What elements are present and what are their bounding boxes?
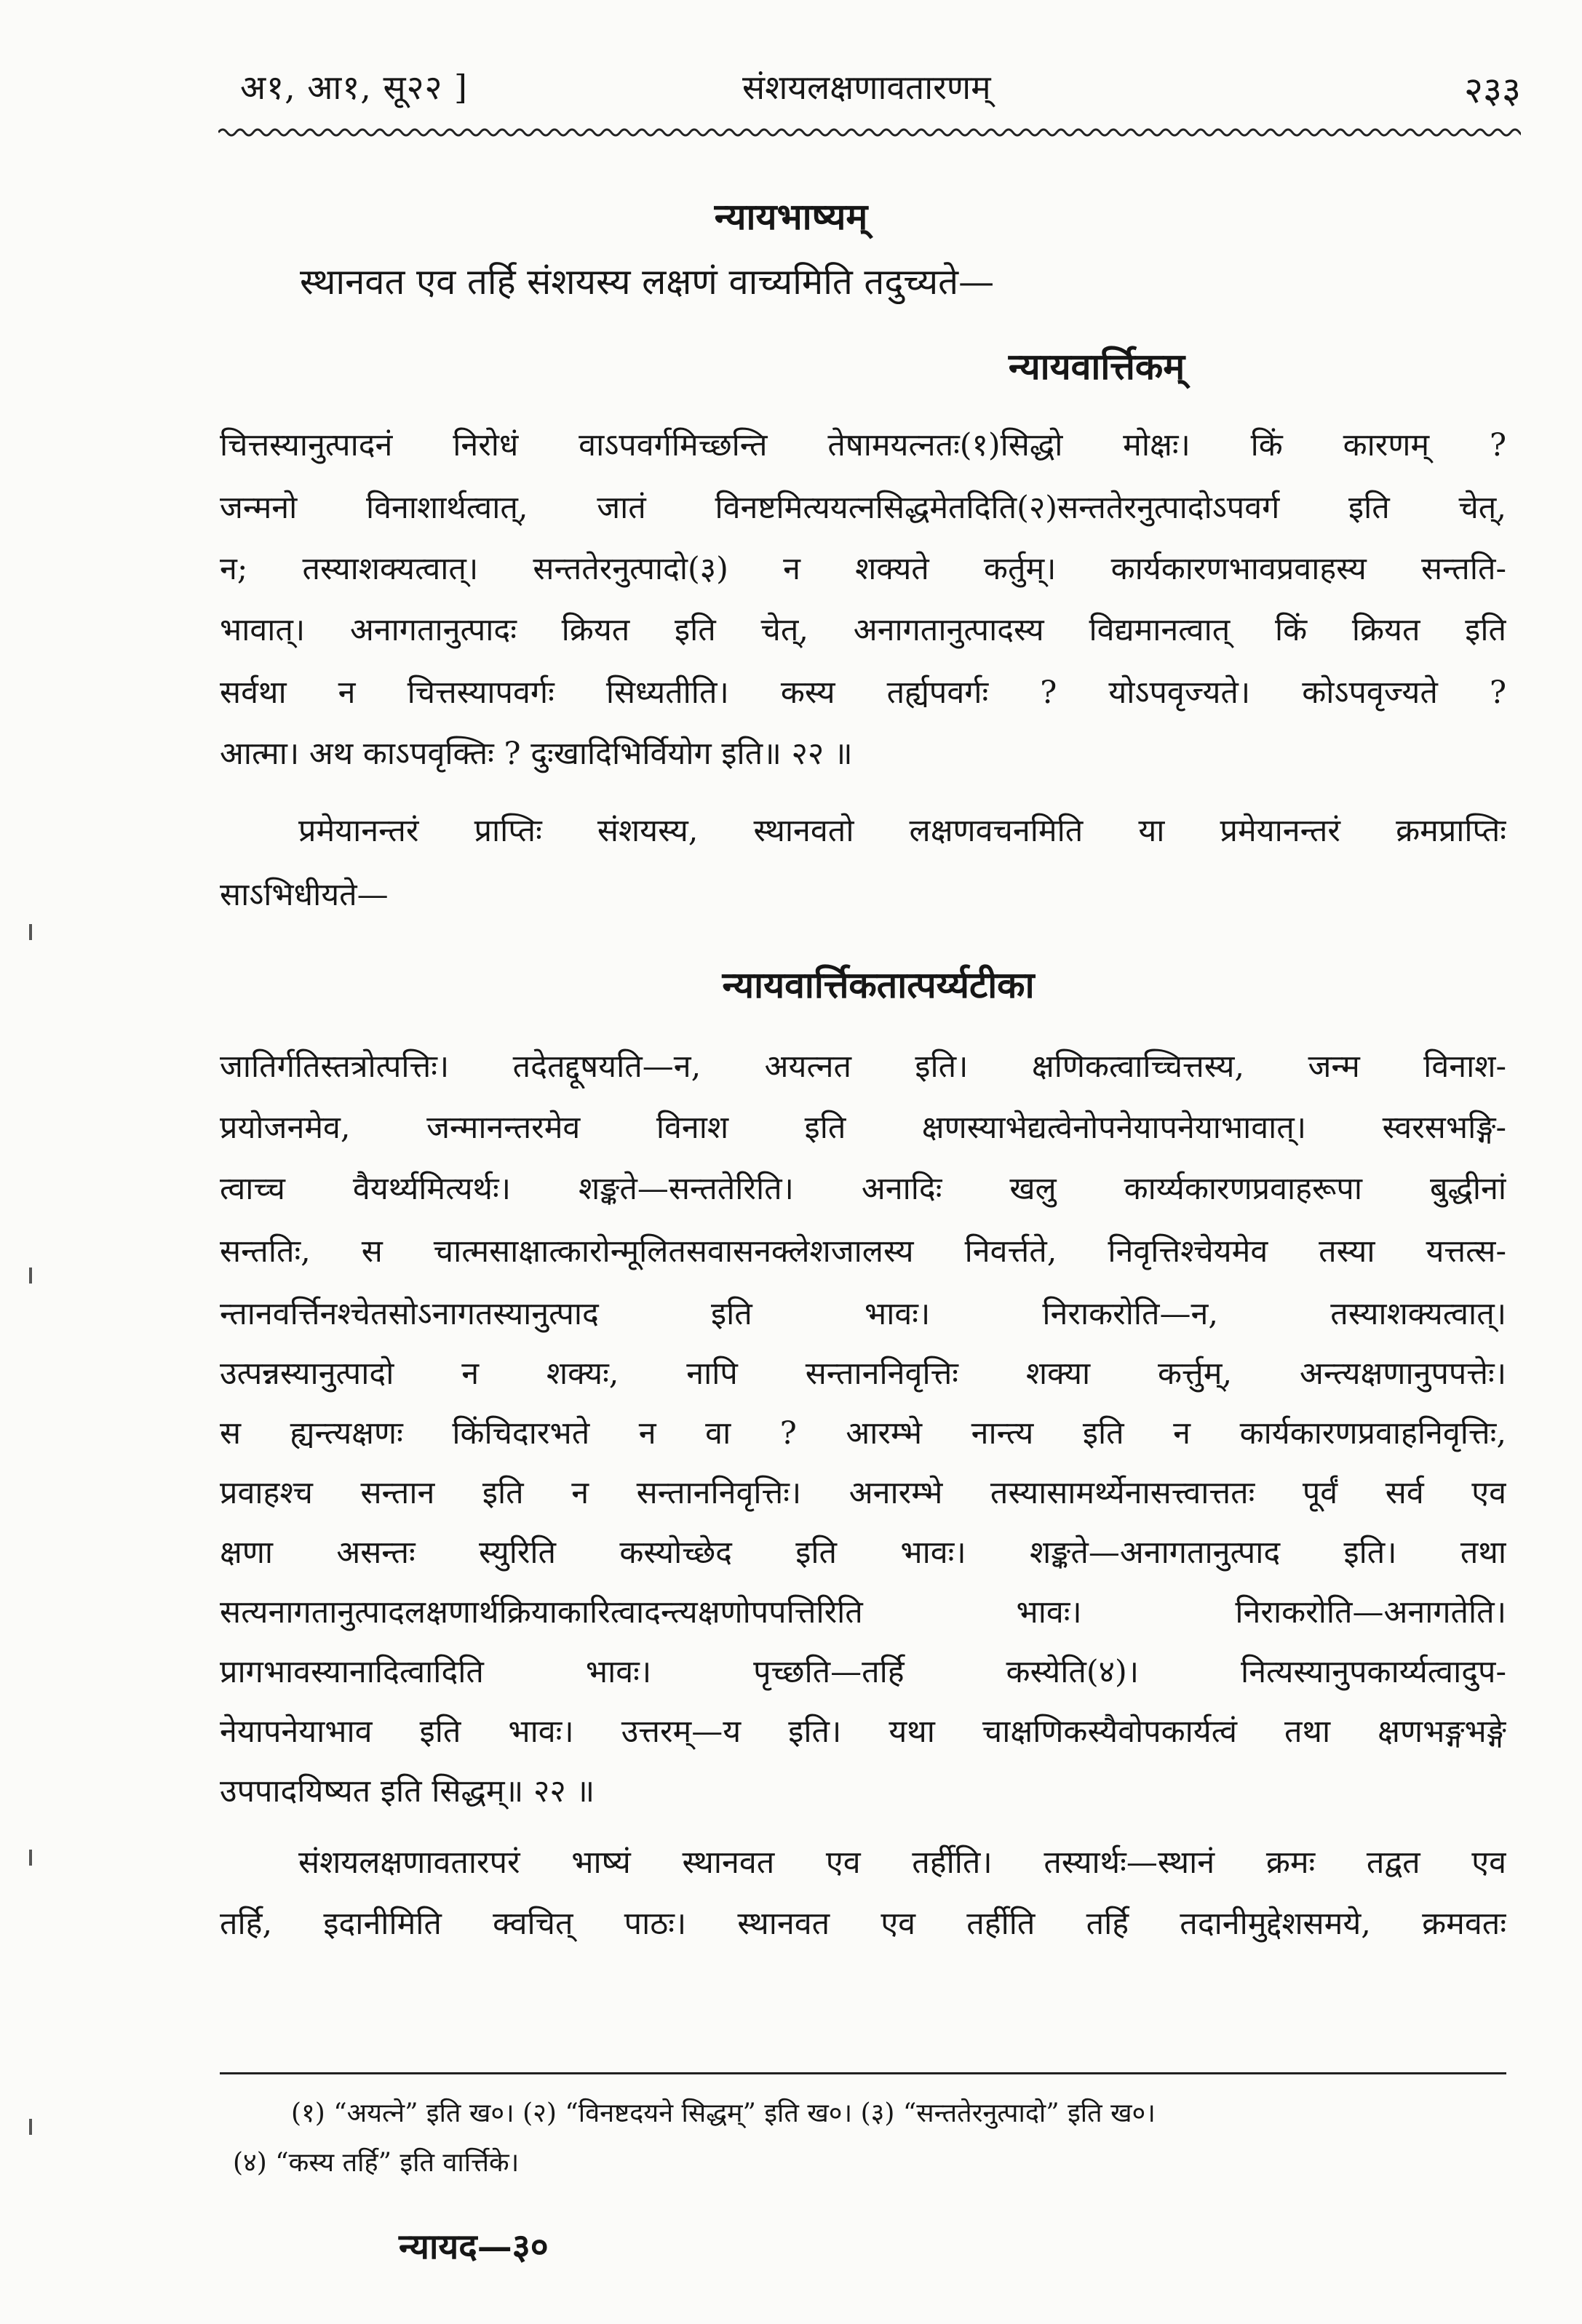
vartika-line: भावात्। अनागतानुत्पादः क्रियत इति चेत्, अनागतानुत्पादस्य विद्यमानत्वात् किं क्रियत इति [220,612,1506,648]
tika-line: क्षणा असन्तः स्युरिति कस्योच्छेद इति भावः। शङ्कते—अनागतानुत्पाद इति। तथा [220,1535,1506,1571]
page-number: २३३ [1464,69,1521,111]
tika-para2-line: संशयलक्षणावतारपरं भाष्यं स्थानवत एव तर्हीति। तस्यार्थः—स्थानं क्रमः तद्वत एव [298,1845,1506,1881]
wavy-rule [218,124,1521,141]
tika-line: न्तानवर्त्तिनश्चेतसोऽनागतस्यानुत्पाद इति भावः। निराकरोति—न, तस्याशक्यत्वात्। [220,1296,1506,1332]
page-signature: न्यायद—३० [399,2226,549,2267]
margin-mark [29,2119,32,2135]
vartika-para2-line: प्रमेयानन्तरं प्राप्तिः संशयस्य, स्थानवतो लक्षणवचनमिति या प्रमेयानन्तरं क्रमप्राप्तिः [298,813,1506,849]
tika-line: प्रागभावस्यानादित्वादिति भावः। पृच्छति—तर्हि कस्येति(४)। नित्यस्यानुपकार्य्यत्वादुप- [220,1654,1506,1690]
bhashya-heading: न्यायभाष्यम् [714,195,868,238]
tika-para2-line: तर्हि, इदानीमिति क्वचित् पाठः। स्थानवत एव तर्हीति तर्हि तदानीमुद्देशसमये, क्रमवतः [220,1906,1506,1942]
bhashya-text: स्थानवत एव तर्हि संशयस्य लक्षणं वाच्यमिति तदुच्यते— [300,261,995,303]
vartika-para2-line: साऽभिधीयते— [220,877,389,913]
tika-line: त्वाच्च वैयर्थ्यमित्यर्थः। शङ्कते—सन्ततेरिति। अनादिः खलु कार्य्यकारणप्रवाहरूपा बुद्धीनां [220,1171,1506,1207]
tika-line: प्रयोजनमेव, जन्मानन्तरमेव विनाश इति क्षणस्याभेद्यत्वेनोपनेयापनेयाभावात्। स्वरसभङ्गि- [220,1110,1506,1146]
vartika-line: जन्मनो विनाशार्थत्वात्, जातं विनष्टमित्ययत्नसिद्धमेतदिति(२)सन्ततेरनुत्पादोऽपवर्ग इति चेत्, [220,490,1506,526]
footnote-line: (१) “अयत्ने” इति ख०। (२) “विनष्टदयने सिद्धम्” इति ख०। (३) “सन्ततेरनुत्पादो” इति ख०। [291,2098,1156,2128]
section-reference: अ१, आ१, सू२२ ] [240,68,468,107]
tika-line: सन्ततिः, स चात्मसाक्षात्कारोन्मूलितसवासनक्लेशजालस्य निवर्त्तते, निवृत्तिश्चेयमेव तस्या यत्तत्स- [220,1233,1506,1270]
running-header [240,58,1521,116]
tika-line: प्रवाहश्च सन्तान इति न सन्ताननिवृत्तिः। अनारम्भे तस्यासामर्थ्येनासत्त्वात्ततः पूर्वं सर्व एव [220,1475,1506,1511]
margin-mark [29,924,32,940]
running-title: संशयलक्षणावतारणम् [742,68,991,107]
tika-line: जातिर्गतिस्तत्रोत्पत्तिः। तदेतद्दूषयति—न, अयत्नत इति। क्षणिकत्वाच्चित्तस्य, जन्म विनाश- [220,1048,1506,1085]
vartika-line: चित्तस्यानुत्पादनं निरोधं वाऽपवर्गमिच्छन्ति तेषामयत्नतः(१)सिद्धो मोक्षः। किं कारणम् ? [220,427,1506,463]
tika-line: उपपादयिष्यत इति सिद्धम्॥ २२ ॥ [220,1773,595,1810]
tika-heading: न्यायवार्त्तिकतात्पर्य्यटीका [722,963,1035,1006]
vartika-line: न; तस्याशक्यत्वात्। सन्ततेरनुत्पादो(३) न शक्यते कर्तुम्। कार्यकारणभावप्रवाहस्य सन्तति- [220,551,1506,587]
footnote-line: (४) “कस्य तर्हि” इति वार्त्तिके। [233,2148,520,2178]
tika-line: उत्पन्नस्यानुत्पादो न शक्यः, नापि सन्ताननिवृत्तिः शक्या कर्त्तुम्, अन्त्यक्षणानुपपत्तेः। [220,1356,1506,1392]
tika-line: स ह्यन्त्यक्षणः किंचिदारभते न वा ? आरम्भे नान्त्य इति न कार्यकारणप्रवाहनिवृत्तिः, [220,1415,1506,1452]
margin-mark [29,1850,32,1866]
vartika-line: आत्मा। अथ काऽपवृक्तिः ? दुःखादिभिर्वियोग इति॥ २२ ॥ [220,736,853,772]
tika-line: नेयापनेयाभाव इति भावः। उत्तरम्—य इति। यथा चाक्षणिकस्यैवोपकार्यत्वं तथा क्षणभङ्गभङ्गे [220,1714,1506,1750]
tika-line: सत्यनागतानुत्पादलक्षणार्थक्रियाकारित्वादन्त्यक्षणोपपत्तिरिति भावः। निराकरोति—अनागतेति। [220,1594,1506,1631]
margin-mark [29,1268,32,1284]
vartika-heading: न्यायवार्त्तिकम् [1008,345,1185,388]
footnote-rule [220,2072,1506,2074]
vartika-line: सर्वथा न चित्तस्यापवर्गः सिध्यतीति। कस्य तर्ह्यपवर्गः ? योऽपवृज्यते। कोऽपवृज्यते ? [220,674,1506,711]
